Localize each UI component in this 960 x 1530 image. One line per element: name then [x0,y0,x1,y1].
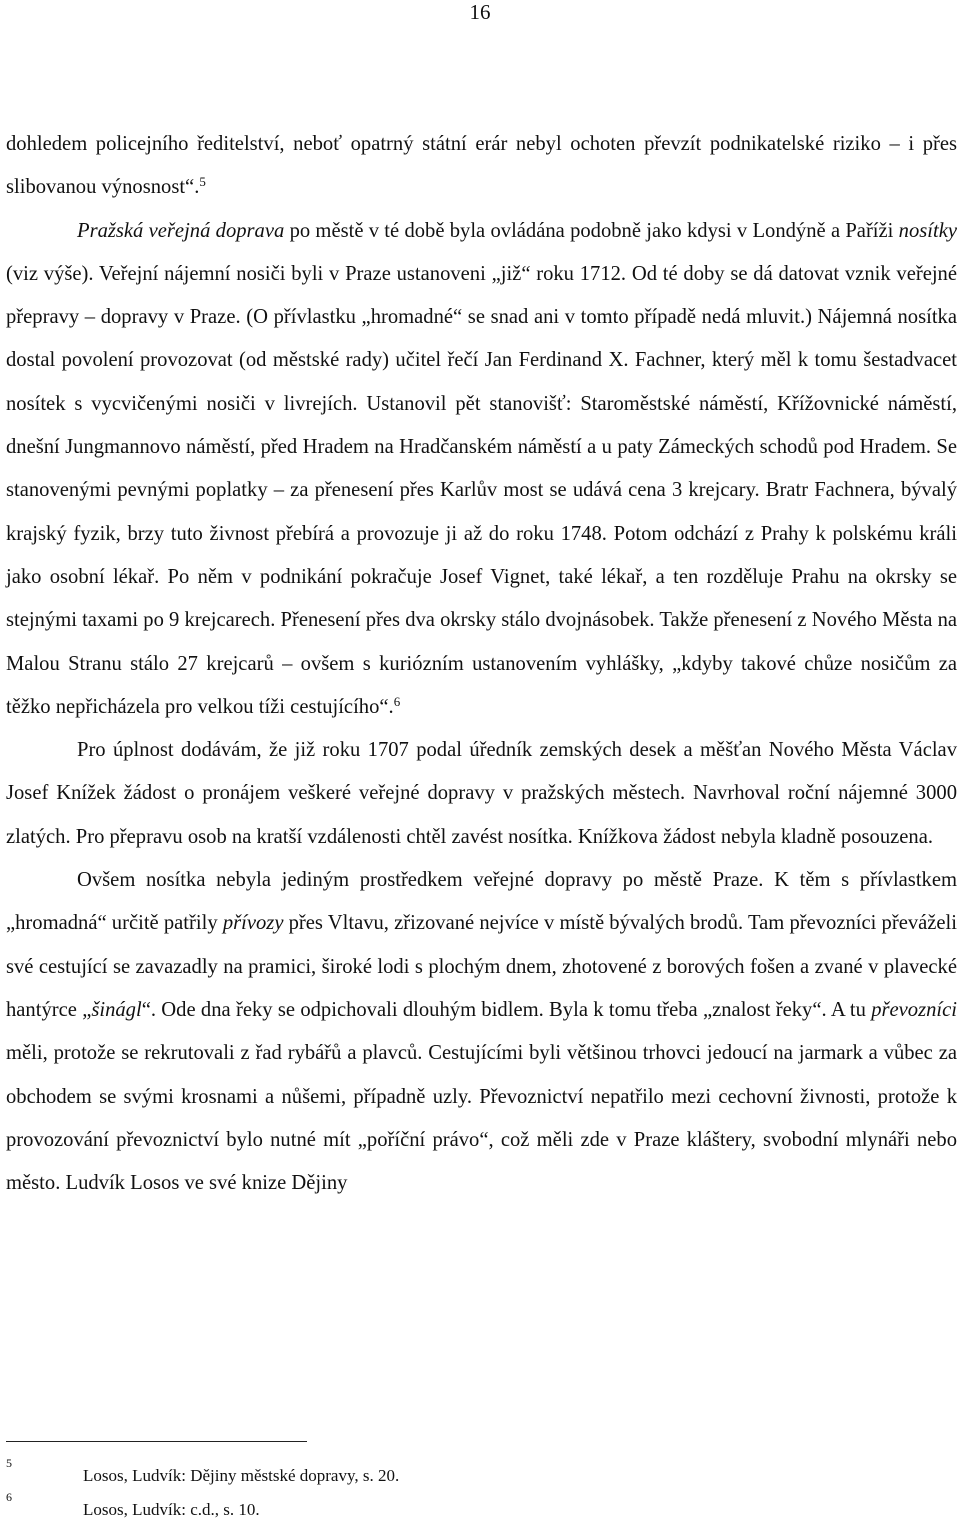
footnote-separator [6,1441,307,1442]
footnote [6,1490,946,1528]
paragraph-text: Ovšem nosítka nebyla jediným prostředkem veřejné dopravy po městě Praze. K těm s přívlastkem „hromadná“ určitě patřily [6,869,957,935]
paragraph-text: Pro úplnost dodávám, že již roku 1707 podal úředník zemských desek a měšťan Nového Města Václav Josef Knížek žádost o pronájem veškeré veřejné dopravy v pražských městech. Navrhoval roční nájemné 3000 zlatých. Pro přepravu osob na kratší vzdálenosti chtěl zavést nosítka. Knížkova žádost nebyla kladně posouzena. [6,739,957,848]
paragraph-text: dohledem policejního ředitelství, neboť opatrný státní erár nebyl ochoten převzít podnikatelské riziko – i přes slibovanou výnosnost“. [6,133,957,199]
paragraph [6,859,957,1205]
footnote-text: Losos, Ludvík: Dějiny městské dopravy, s. 20. [83,1466,400,1485]
paragraph-text: (viz výše). Veřejní nájemní nosiči byli v Praze ustanoveni „již“ roku 1712. Od té doby se dá datovat vznik veřejné přepravy – dopravy v Praze. (O přívlastku „hromadné“ se snad ani v tomto případě nedá mluvit.) Nájemná nosítka dostal povolení provozovat (od městské rady) učitel řečí Jan Ferdinand X. Fachner, který měl k tomu šestadvacet nosítek s vycvičenými nosiči v livrejích. Ustanovil pět stanovišť: Staroměstské náměstí, Křížovnické náměstí, dnešní Jungmannovo náměstí, před Hradem na Hradčanském náměstí a u paty Zámeckých schodů pod Hradem. Se stanovenými pevnými poplatky – za přenesení přes Karlův most se udává cena 3 krejcary. Bratr Fachnera, bývalý krajský fyzik, brzy tuto živnost přebírá a provozuje ji až do roku 1748. Potom odchází z Prahy k polskému králi jako osobní lékař. Po něm v podnikání pokračuje Josef Vignet, také lékař, a ten rozděluje Prahu na okrsky se stejnými taxami po 9 krejcarech. Přenesení přes dva okrsky stálo dvojnásobek. Takže přenesení z Nového Města na Malou Stranu stálo 27 krejcarů – ovšem s kuriózním ustanovením vyhlášky, „kdyby takové chůze nosičům za těžko nepřicházela pro velkou tíži cestujícího“. [6,262,957,718]
footnote-number: 6 [6,1490,12,1504]
footnotes [6,1456,946,1528]
italic-text: šinágl [91,998,142,1021]
paragraph [6,210,957,730]
paragraph [6,729,957,859]
italic-text: přívozy [222,912,284,935]
italic-text: nosítky [898,219,958,242]
paragraph-text: přes Vltavu, zřizované nejvíce v místě bývalých brodů. Tam převozníci převáželi své cestující se zavazadly na pramici, široké lodi s plochým dnem, zhotovené z borových fošen a zvané v plavecké hantýrce „ [6,912,957,1021]
footnote-text: Losos, Ludvík: c.d., s. 10. [83,1500,260,1519]
footnote [6,1456,946,1494]
footnote-reference: 6 [393,693,401,709]
paragraph-text: měli, protože se rekrutovali z řad rybářů a plavců. Cestujícími byli většinou trhovci jedoucí na jarmark a vůbec za obchodem se svými krosnami a nůšemi, případně uzly. Převoznictví nepatřilo mezi cechovní živnosti, protože k provozování převoznictví bylo nutné mít „poříční právo“, což měli zde v Praze kláštery, svobodní mlynáři nebo město. Ludvík Losos ve své knize Dějiny [6,1042,957,1195]
body-text [6,123,957,1205]
paragraph-text: “. Ode dna řeky se odpichovali dlouhým bidlem. Byla k tomu třeba „znalost řeky“. A tu [141,998,872,1021]
paragraph-text: po městě v té době byla ovládána podobně jako kdysi v Londýně a Paříži [284,219,899,242]
footnote-reference: 5 [199,174,206,190]
italic-text: Pražská veřejná doprava [77,219,285,242]
page-number: 16 [469,0,491,24]
italic-text: převozníci [871,998,957,1021]
footnote-number: 5 [6,1456,12,1470]
paragraph [6,123,957,210]
